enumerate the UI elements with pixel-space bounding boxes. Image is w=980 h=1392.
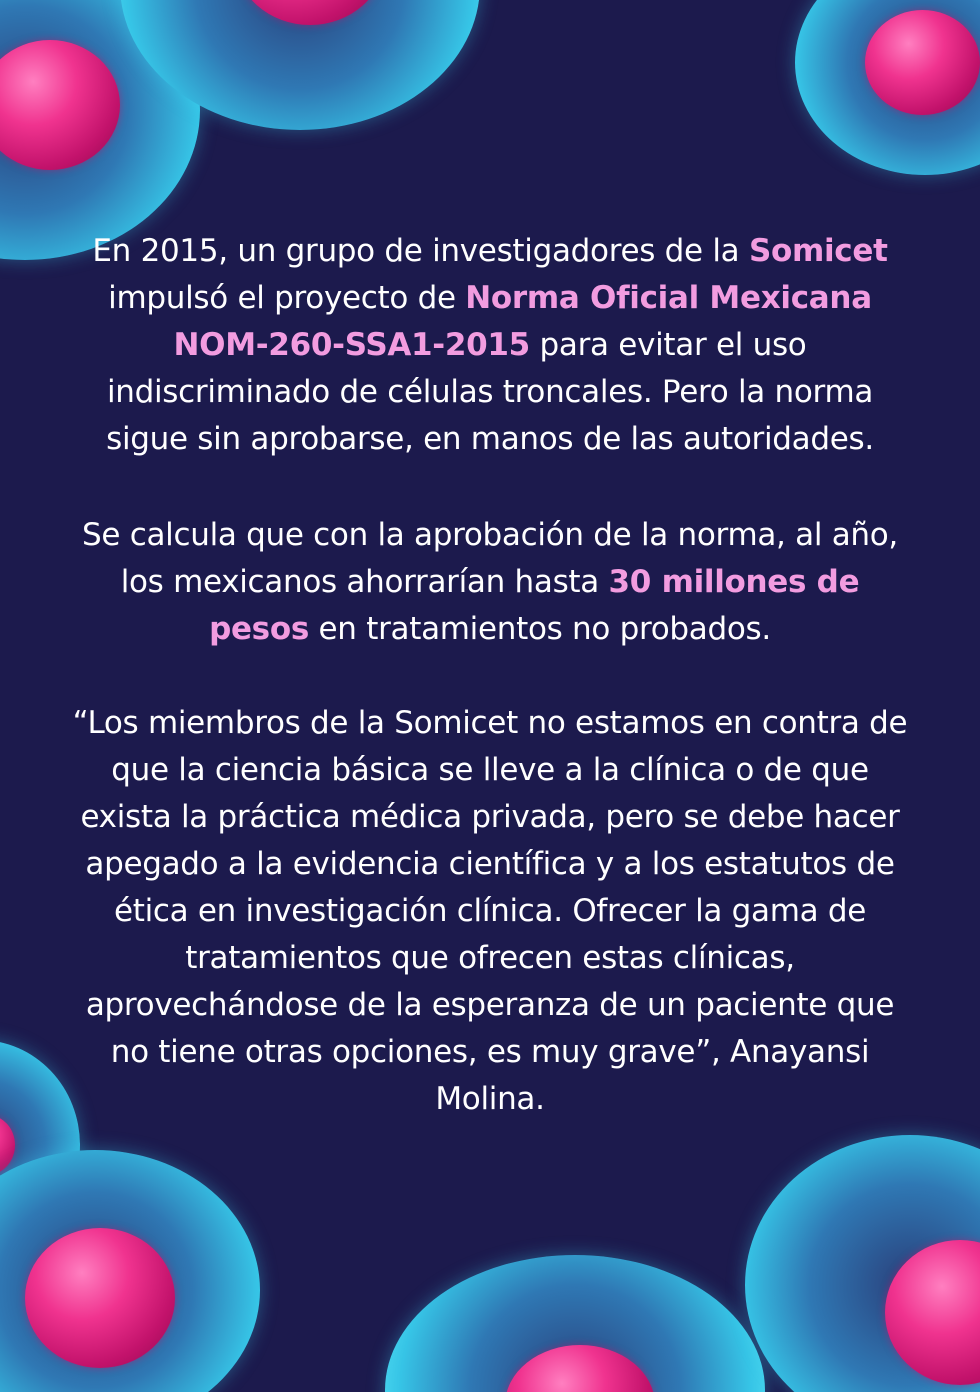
paragraph-norma <box>70 228 910 463</box>
paragraph-quote <box>70 700 910 1123</box>
p2-text-1: Se calcula que con la aprobación de la norma, al año, los mexicanos ahorrarían hasta <box>82 517 898 600</box>
p1-text-2: impulsó el proyecto de <box>108 280 466 316</box>
highlight-30-millones: 30 millones de pesos <box>209 564 860 647</box>
p1-text-1: En 2015, un grupo de investigadores de la <box>92 233 749 269</box>
p1-text-3: para evitar el uso indiscriminado de células troncales. Pero la norma sigue sin aprobarse, en manos de las autoridades. <box>106 327 874 457</box>
highlight-somicet: Somicet <box>748 233 888 269</box>
p2-text-2: en tratamientos no probados. <box>308 611 771 647</box>
nucleus-bottom-left-large <box>25 1228 175 1368</box>
paragraph-ahorro <box>70 512 910 653</box>
nucleus-top-right <box>865 10 980 115</box>
highlight-norma-oficial: Norma Oficial Mexicana NOM-260-SSA1-2015 <box>173 280 872 363</box>
quote-text: “Los miembros de la Somicet no estamos en contra de que la ciencia básica se lleve a la clínica o de que exista la práctica médica privada, pero se debe hacer apegado a la evidencia científica y a los estatutos de ética en investigación clínica. Ofrecer la gama de tratamientos que ofrecen estas clínicas, aprovechándose de la esperanza de un paciente que no tiene otras opciones, es muy grave”, Anayansi Molina. <box>72 705 908 1117</box>
